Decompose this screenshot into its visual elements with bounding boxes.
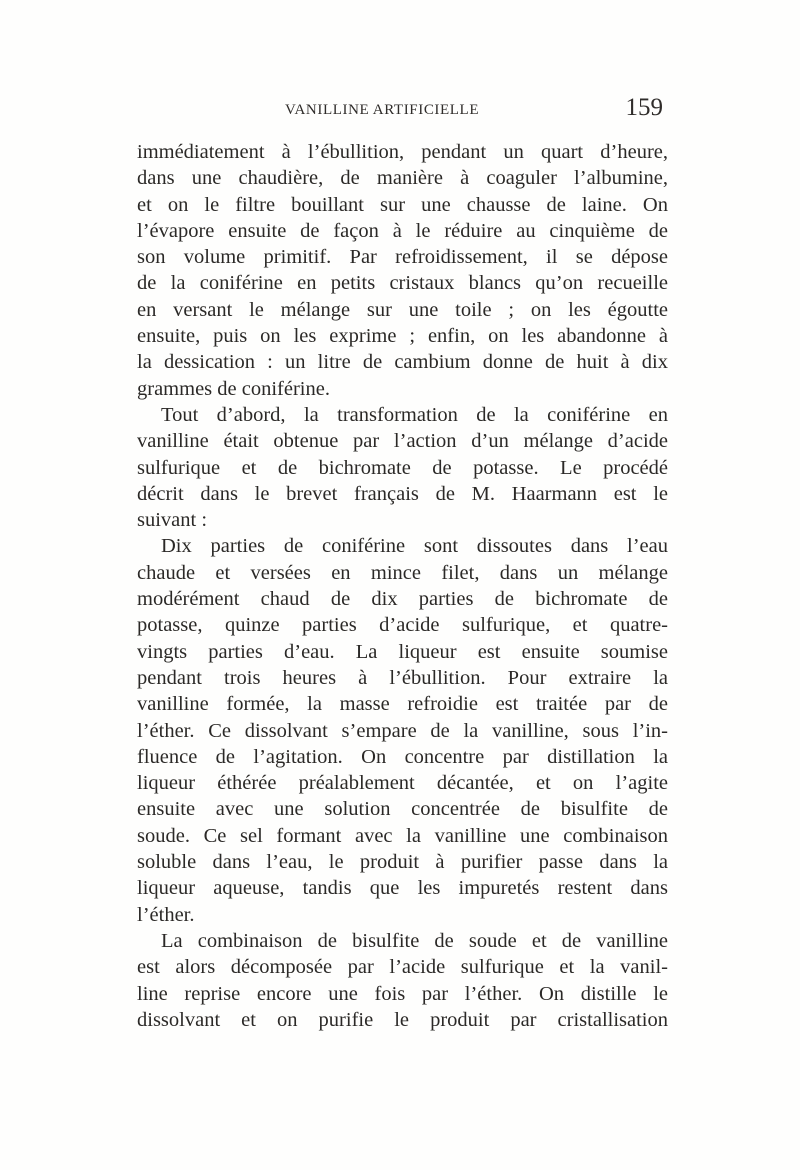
text-line: décrit dans le brevet français de M. Haarmann est le: [137, 482, 668, 505]
text-line: est alors décomposée par l’acide sulfurique et la vanil-: [137, 956, 668, 979]
text-line: La combinaison de bisulfite de soude et de vanilline: [161, 929, 668, 952]
text-line: chaude et versées en mince filet, dans un mélange: [137, 561, 668, 584]
text-line: suivant :: [137, 509, 208, 532]
text-line: soluble dans l’eau, le produit à purifier passe dans la: [137, 851, 668, 874]
body-text: [137, 139, 668, 1033]
text-line: son volume primitif. Par refroidissement, il se dépose: [137, 246, 668, 269]
text-line: ensuite avec une solution concentrée de bisulfite de: [137, 798, 668, 821]
text-line: vingts parties d’eau. La liqueur est ensuite soumise: [137, 640, 668, 663]
text-line: line reprise encore une fois par l’éther. On distille le: [137, 982, 668, 1005]
text-line: Tout d’abord, la transformation de la coniférine en: [161, 403, 668, 426]
text-line: de la coniférine en petits cristaux blancs qu’on recueille: [137, 272, 668, 295]
text-line: soude. Ce sel formant avec la vanilline une combinaison: [137, 824, 668, 847]
text-line: sulfurique et de bichromate de potasse. Le procédé: [137, 456, 668, 479]
text-line: l’éther. Ce dissolvant s’empare de la vanilline, sous l’in-: [137, 719, 668, 742]
text-line: vanilline était obtenue par l’action d’un mélange d’acide: [137, 430, 668, 453]
running-head: [137, 92, 663, 122]
text-line: liqueur éthérée préalablement décantée, et on l’agite: [137, 772, 668, 795]
text-line: et on le filtre bouillant sur une chausse de laine. On: [137, 193, 668, 216]
text-line: fluence de l’agitation. On concentre par distillation la: [137, 745, 668, 768]
text-line: grammes de coniférine.: [137, 377, 330, 400]
text-line: Dix parties de coniférine sont dissoutes dans l’eau: [161, 535, 668, 558]
text-line: dissolvant et on purifie le produit par cristallisation: [137, 1008, 668, 1031]
text-line: la dessication : un litre de cambium donne de huit à dix: [137, 351, 668, 374]
page-number: 159: [625, 94, 663, 121]
text-line: l’évapore ensuite de façon à le réduire au cinquième de: [137, 219, 668, 242]
text-line: pendant trois heures à l’ébullition. Pour extraire la: [137, 666, 668, 689]
text-line: vanilline formée, la masse refroidie est traitée par de: [137, 693, 668, 716]
text-line: immédiatement à l’ébullition, pendant un quart d’heure,: [137, 141, 668, 163]
running-title: VANILLINE ARTIFICIELLE: [285, 102, 480, 118]
text-line: dans une chaudière, de manière à coaguler l’albumine,: [137, 167, 668, 190]
text-line: potasse, quinze parties d’acide sulfurique, et quatre-: [137, 614, 668, 637]
text-line: modérément chaud de dix parties de bichromate de: [137, 588, 668, 611]
text-line: liqueur aqueuse, tandis que les impuretés restent dans: [137, 877, 668, 900]
text-line: ensuite, puis on les exprime ; enfin, on les abandonne à: [137, 325, 668, 348]
text-line: en versant le mélange sur une toile ; on les égoutte: [137, 298, 668, 321]
text-line: l’éther.: [137, 903, 195, 926]
